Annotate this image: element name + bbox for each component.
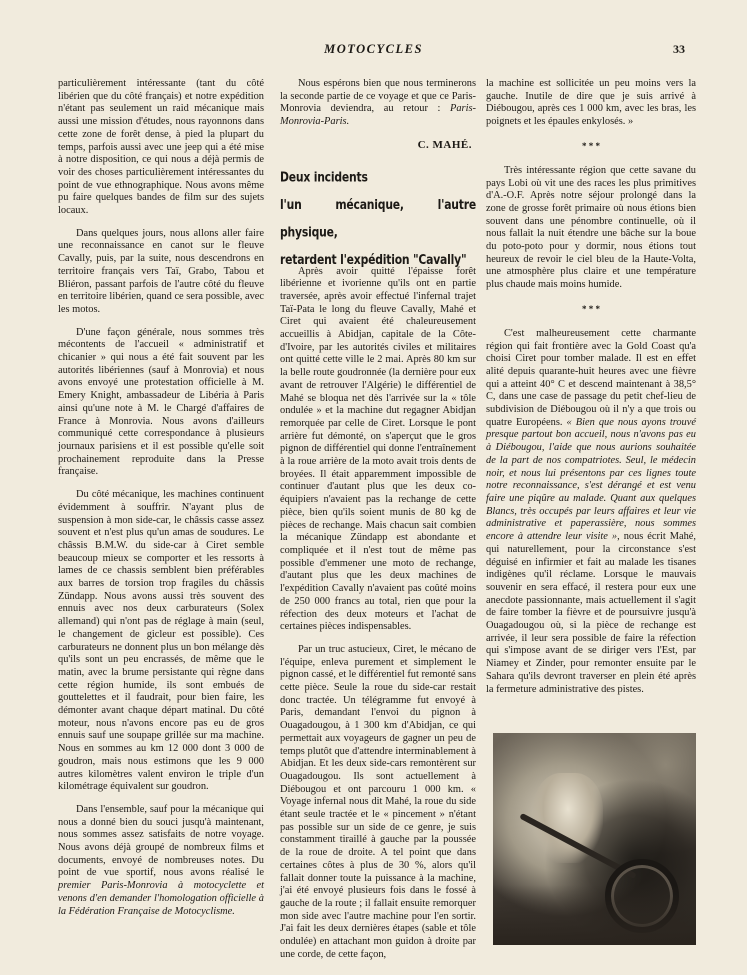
paragraph — [58, 804, 264, 918]
section-heading-line: Deux incidents — [280, 168, 368, 185]
section-heading-line: l'un mécanique, l'autre physique, — [280, 196, 476, 240]
page-number: 33 — [673, 42, 685, 56]
paragraph-italic-text: premier Paris-Monrovia à motocyclette et venons d'en demander l'homologation officielle à la Fédération Française de Motocyclisme. — [58, 880, 264, 917]
paragraph: Du côté mécanique, les machines continuent évidemment à souffrir. N'ayant plus de suspension à mon side-car, le châssis casse assez souvent et n'est plus qu'un amas de soudures. Le châssis B.M.W. du side-car à Ciret semble beaucoup mieux se comporter et les ressorts à lames de ce chassis semblent bien préférables aux barres de torsion trop fragiles du châssis Zündapp. Nous avons aussi très souvent des ennuis avec nos deux carburateurs (Solex allemand) qui n'ont pas de réglage à main (seul, le changement de gicleur est possible). Ces carburateurs ne donnent plus un bon mélange dès qu'ils sont un peu encrassés, de même que le matin, avec la brume persistante qui règne dans cette région humide, ils sont embués de gouttelettes et il faudrait, pour bien faire, les démonter avant chaque départ matinal. Du côté moteur, nous n'avons encore pas eu de gros ennuis sauf une soupape grillée sur ma machine. Nous en sommes au km 12 000 dont 3 000 de goudron, mais nous estimons que les 9 000 autres kilomètres valent environ le triple d'un kilométrage équivalent sur goudron. — [58, 489, 264, 793]
section-heading-line: retardent l'expédition "Cavally" — [280, 251, 467, 268]
paragraph: Après avoir quitté l'épaisse forêt libérienne et ivorienne qu'ils ont en partie traversée, après avoir effectué l'infernal trajet Taï-Pata le long du fleuve Cavally, Mahé et Ciret qui avaient été chaleureusement accueillis à Abidjan, capitale de la Côte-d'Ivoire, par les autorités civiles et militaires ont quitté cette ville le 2 mai. Après 80 km sur la belle route goudronnée (la dernière pour eux avant de retrouver l'Algérie) le différentiel de Mahé se bloqua net dès l'arrivée sur la « tôle ondulée » et la machine dut regagner Abidjan remorquée par celle de Ciret. Lorsque le pont arrière fut démonté, on s'aperçut que le gros pignon de différentiel qui donne l'entraînement à la roue arrière de la moto avait trois dents de broyées. Il était apparemment impossible de continuer d'autant plus que les deux co-équipiers n'avaient pas la rechange de cette pièce, bien qu'ils soient munis de 80 kg de pièces de rechange. Mais chacun sait combien la mécanique Zündapp est abondante et compliquée et il n'est tout de même pas possible d'emmener une moto de rechange, d'autant plus que les deux machines de l'expédition Cavally n'avaient pas coûté moins de 250 000 francs au total, rien que pour la réfection des deux moteurs et l'achat de certaines pièces indispensables. — [280, 265, 476, 633]
running-header: MOTOCYCLES — [324, 42, 423, 56]
ground-shadow — [493, 885, 696, 945]
section-separator: * * * — [582, 140, 600, 151]
paragraph: Dans quelques jours, nous allons aller faire une reconnaissance en canot sur le fleuve Cavally, puis, par la suite, nous descendrons en territoire français vers Taï, Grabo, Tabou et Bliéron, passant parfois de l'autre côté du fleuve en territoire libérien, quand ce sera possible, avec les motos. — [58, 227, 264, 315]
paragraph: Par un truc astucieux, Ciret, le mécano de l'équipe, enleva purement et simplement le pignon cassé, et le différentiel fut remonté sans cette pièce. Seule la roue du side-car restait donc tractée. Un télégramme fut envoyé à Paris, demandant l'envoi du pignon à Ouagadougou, à 1 300 km d'Abidjan, ce qui permettait aux voyageurs de gagner un peu de temps plutôt que d'attendre interminablement à Abidjan. Et les deux side-cars remontèrent sur Ouagadougou. Ils sont actuellement à Diébougou et ont parcouru 1 000 km. « Voyage infernal nous dit Mahé, la roue du side étant seule tractée et le « pincement » n'étant pas possible sur un side de ce genre, je suis constamment tiraillé à gauche par la poussée de la roue de droite. A tel point que dans certaines côtes à plus de 30 %, alors qu'il fallait donner toute la puissance à la machine, j'ai été envoyé plusieurs fois dans le fossé à gauche de la route ; il fallait ensuite remorquer mon side avec l'autre machine pour l'en sortir. J'ai fait les deux dernières étapes (sable et tôle ondulée) en attachant mon guidon à droite par une corde, de cette façon, — [280, 643, 477, 960]
paragraph-text: C'est malheureusement cette charmante région qui fait frontière avec la Gold Coast qu'a choisi Ciret pour tomber malade. Il est en effet alité depuis quarante-huit heures avec une fièvre qui a atteint 40° C et descend maintenant à 38,5° C, dans une case de passage du petit chef-lieu de subdivision de Diébougou où il n'y a que trois ou quatre Européens. — [486, 327, 696, 428]
paragraph-italic-text: « Bien que nous ayons trouvé presque partout bon accueil, nous n'avons pas eu à Diébougou, l'aide que nous aurions souhaitée de la part de nos compatriotes. Seul, le médecin noir, et nous lui présentons par ces lignes toute notre reconnaissance, s'est dérangé et est venu faire une piqûre au malade. Quant aux quelques Blancs, très occupés par leurs affaires et leur vie administrative et paperassière, nous sommes encore à attendre leur visite » — [486, 416, 696, 543]
paragraph — [280, 78, 476, 129]
paragraph-text: Nous espérons bien que nous terminerons la seconde partie de ce voyage et que ce Paris-Monrovia deviendra, au retour : — [280, 78, 476, 115]
paragraph: D'une façon générale, nous sommes très mécontents de l'accueil « administratif et chicanier » qui nous a été fait souvent par les autorités libériennes (sauf à Monrovia) et nous avons envoyé une protestation officielle à M. Emery Knight, ambassadeur de Libéria à Paris ainsi qu'une note à M. le Chargé d'affaires de France à Monrovia. Nous avons d'ailleurs communiqué cette correspondance à plusieurs journaux parisiens et il est possible qu'elle soit prochainement reproduite dans la Presse française. — [58, 326, 264, 478]
paragraph-text: Dans l'ensemble, sauf pour la mécanique qui nous a donné bien du souci jusqu'à maintenant, nous sommes assez satisfaits de notre voyage. Nous avons déjà groupé de nombreux films et documents, envoyé de nombreuses notes. Du point de vue sportif, nous avons réalisé le — [58, 803, 264, 879]
paragraph-text: , nous écrit Mahé, qui naturellement, pour la circonstance s'est déguisé en infirmier et fait au malade les tisanes indigènes qu'il réclame. Lorsque le mauvais souvenir en sera effacé, il restera pour eux une anecdote passionnante, mais actuellement il s'agit de faire tomber la fièvre et de poursuivre jusqu'à Ouagadougou où, si la pièce de rechange est arrivée, il leur sera possible de faire la réfection qui s'impose avant de se diriger vers l'Est, par Niamey et Zinder, pour remonter ensuite par le Sahara qu'ils devront traverser en plein été après la fermeture administrative des pistes. — [486, 531, 697, 695]
author-signature: C. MAHÉ. — [417, 138, 472, 151]
paragraph: particulièrement intéressante (tant du côté libérien que du côté français) et notre expédition n'étant pas seulement un raid mécanique mais aussi une mission d'études, nous rayonnons dans cette zone de forêt dense, à pied la plupart du temps, parfois aussi avec une jeep qui a été mise à notre disposition, ce qui nous a déjà permis de voir des choses particulièrement intéressantes du point de vue ethnographique. Nous avons même pu faire quelques bandes de film sur des sujets locaux. — [58, 78, 264, 217]
paragraph-italic-text: Paris-Monrovia-Paris. — [280, 103, 476, 128]
section-heading — [280, 164, 476, 274]
column-2 — [280, 78, 476, 971]
sidecar-repair-photo — [493, 733, 696, 945]
column-1 — [58, 78, 264, 928]
column-3 — [486, 78, 696, 706]
paragraph: Très intéressante région que cette savane du pays Lobi où vit une des races les plus primitives d'A.-O.F. Après notre séjour prolongé dans la zone de grosse forêt primaire où nous étions bien souvent dans une pénombre continuelle, où il nous fallait la nuit étendre une bâche sur la boue du poto-poto pour y dormir, nous étions tout heureux de revoir le ciel bleu de la Haute-Volta, une atmosphère plus claire et une température plus chaude mais moins humide. — [486, 164, 696, 291]
paragraph — [486, 328, 696, 696]
paragraph: la machine est sollicitée un peu moins vers la gauche. Inutile de dire que je suis arrivé à Diébougou, après ces 1 000 km, avec les bras, les poignets et les épaules enkylosés. » — [486, 78, 696, 128]
section-separator: * * * — [582, 303, 600, 314]
